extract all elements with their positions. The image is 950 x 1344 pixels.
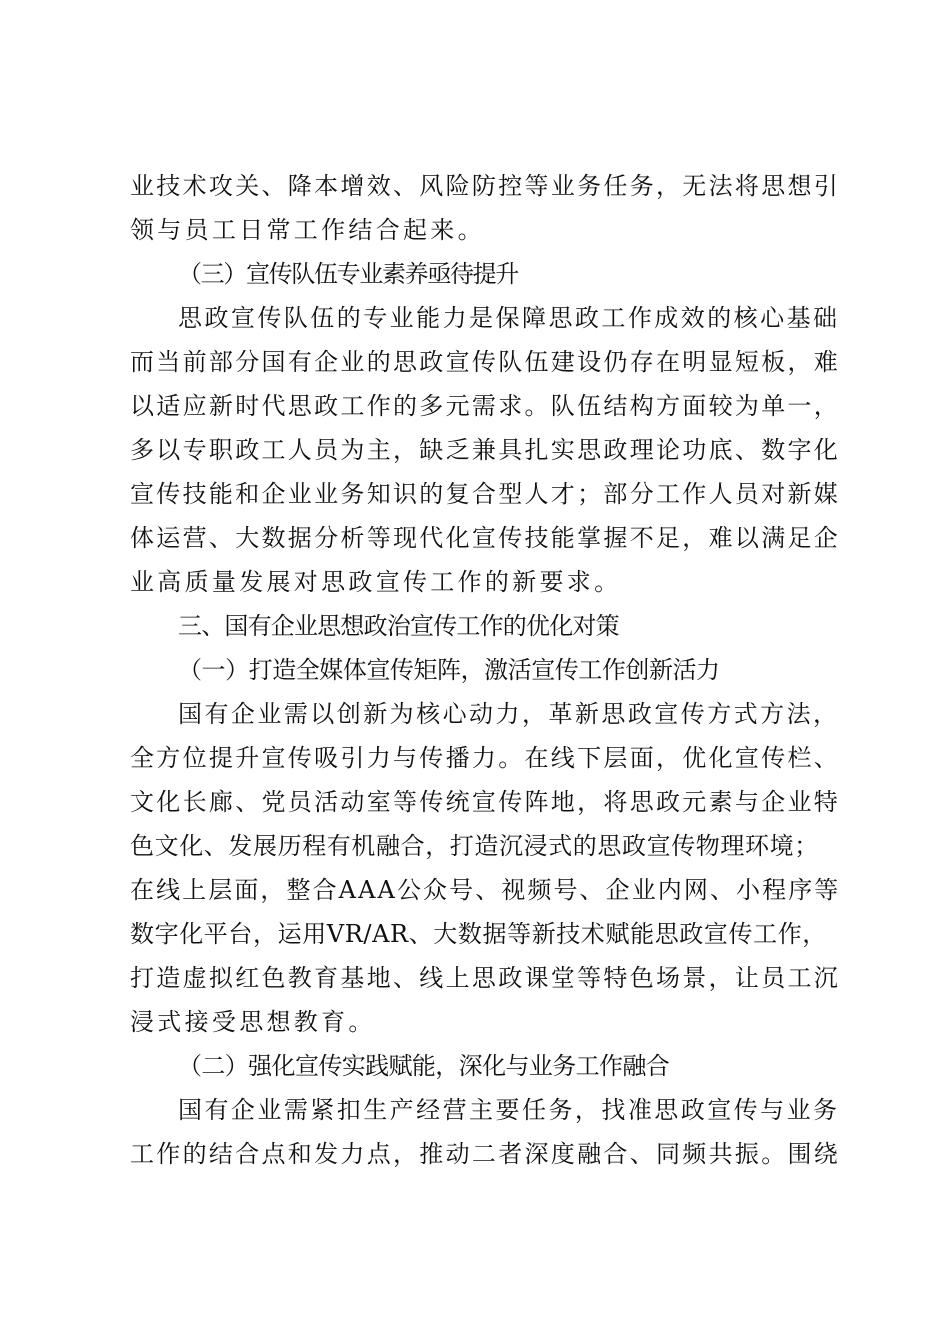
paragraph-line: 业高质量发展对思政宣传工作的新要求。 (130, 568, 622, 596)
paragraph-line: 数字化平台，运用VR/AR、大数据等新技术赋能思政宣传工作， (130, 920, 827, 948)
paragraph-line: 以适应新时代思政工作的多元需求。队伍结构方面较为单一， (130, 392, 841, 420)
paragraph-line: 思政宣传队伍的专业能力是保障思政工作成效的核心基础 (178, 304, 840, 332)
section-heading: （三）宣传队伍专业素养亟待提升 (178, 260, 518, 288)
paragraph-line: 国有企业需以创新为核心动力，革新思政宣传方式方法， (178, 700, 840, 728)
paragraph-line: 领与员工日常工作结合起来。 (130, 216, 485, 244)
section-heading: （二）强化宣传实践赋能，深化与业务工作融合 (178, 1052, 670, 1080)
paragraph-line: 全方位提升宣传吸引力与传播力。在线下层面，优化宣传栏、 (130, 744, 841, 772)
paragraph-line: 浸式接受思想教育。 (130, 1008, 376, 1036)
paragraph-line: 在线上层面，整合AAA公众号、视频号、企业内网、小程序等 (130, 876, 841, 904)
chapter-heading: 三、国有企业思想政治宣传工作的优化对策 (178, 612, 619, 640)
paragraph-line: 业技术攻关、降本增效、风险防控等业务任务，无法将思想引 (130, 172, 841, 200)
paragraph-line: 国有企业需紧扣生产经营主要任务，找准思政宣传与业务 (178, 1096, 840, 1124)
paragraph-line: 文化长廊、党员活动室等传统宣传阵地，将思政元素与企业特 (130, 788, 841, 816)
paragraph-line: 而当前部分国有企业的思政宣传队伍建设仍存在明显短板，难 (130, 348, 841, 376)
section-heading: （一）打造全媒体宣传矩阵，激活宣传工作创新活力 (178, 656, 720, 684)
paragraph-line: 体运营、大数据分析等现代化宣传技能掌握不足，难以满足企 (130, 524, 841, 552)
paragraph-line: 色文化、发展历程有机融合，打造沉浸式的思政宣传物理环境； (130, 832, 819, 860)
paragraph-line: 工作的结合点和发力点，推动二者深度融合、同频共振。围绕 (130, 1140, 841, 1168)
paragraph-line: 宣传技能和企业业务知识的复合型人才；部分工作人员对新媒 (130, 480, 841, 508)
paragraph-line: 多以专职政工人员为主，缺乏兼具扎实思政理论功底、数字化 (130, 436, 841, 464)
paragraph-line: 打造虚拟红色教育基地、线上思政课堂等特色场景，让员工沉 (130, 964, 841, 992)
